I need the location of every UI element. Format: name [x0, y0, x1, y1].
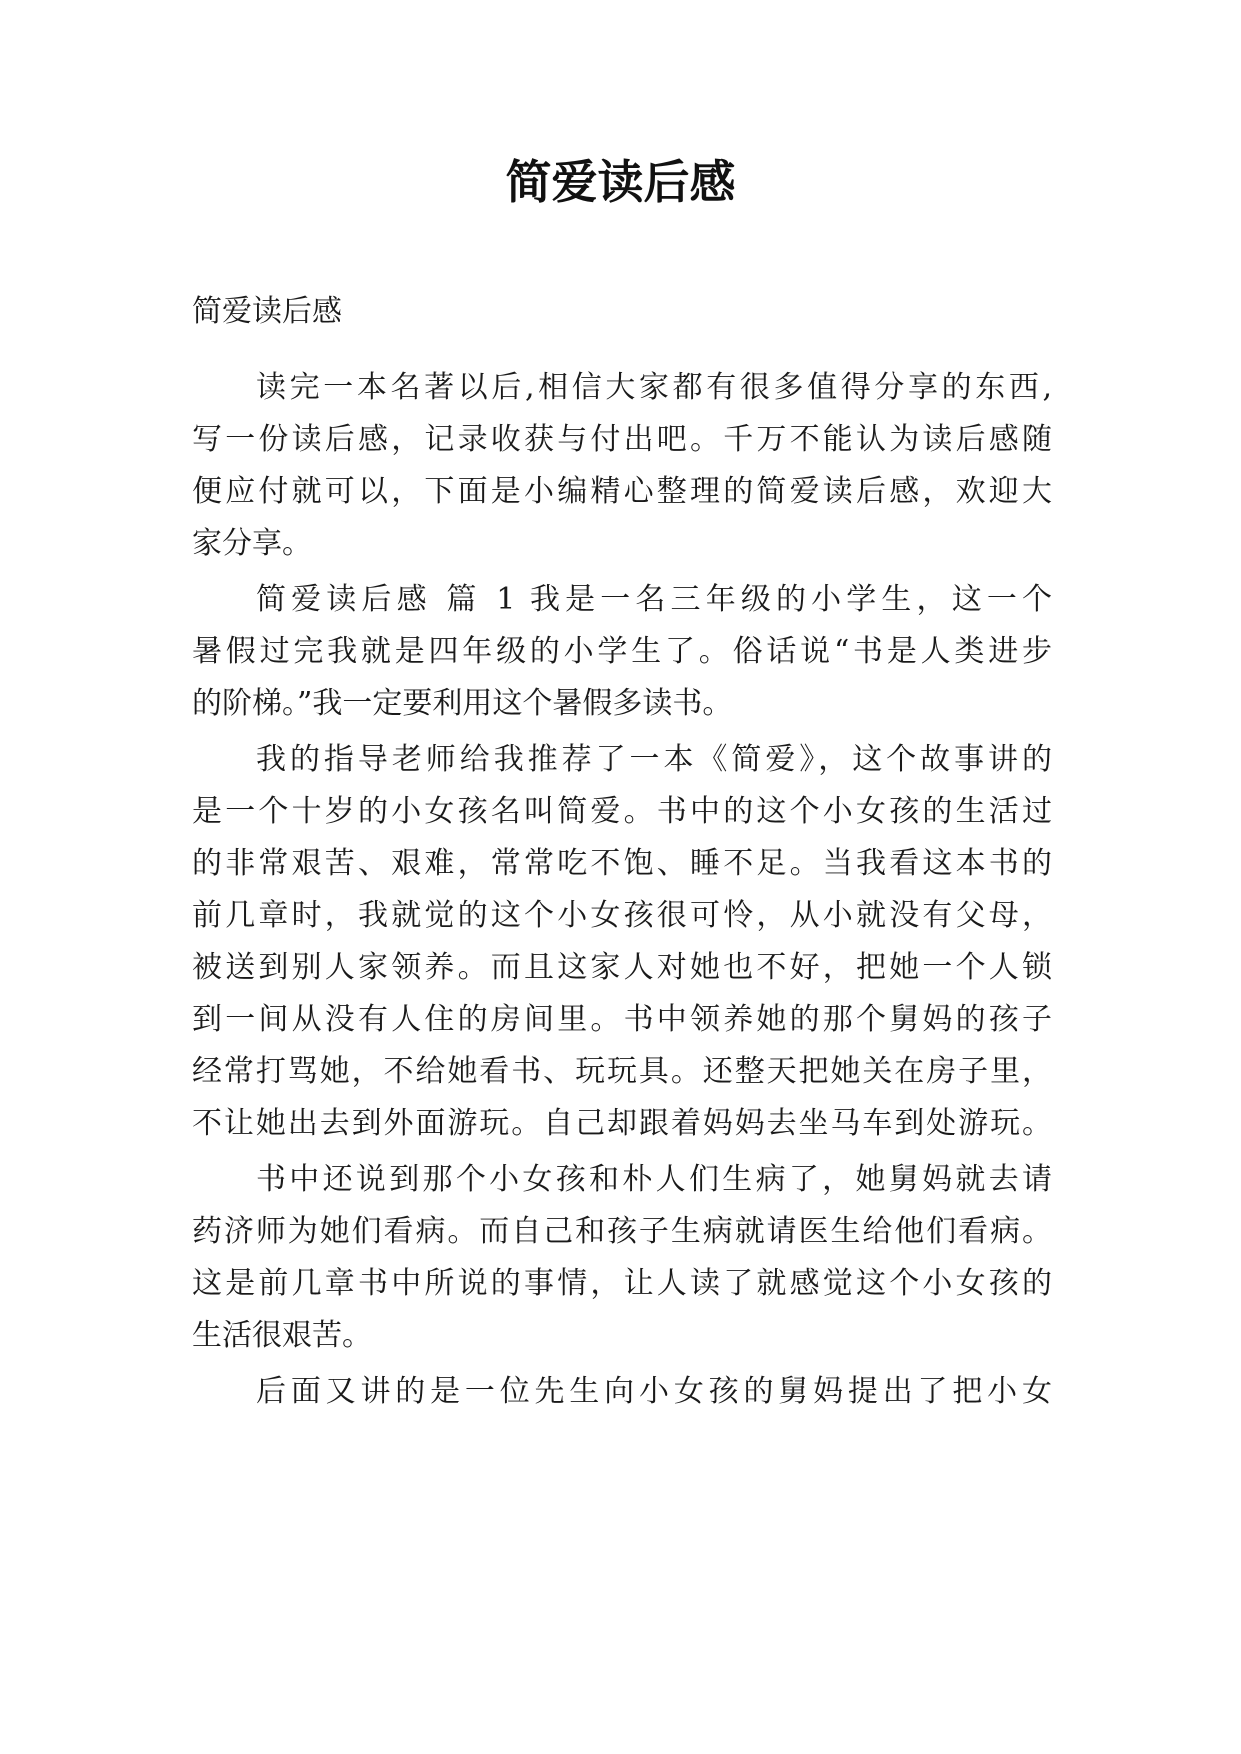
body-line-18: 这是前几章书中所说的事情，让人读了就感觉这个小女孩的	[192, 1266, 1052, 1301]
body-line-15: 不让她出去到外面游玩。自己却跟着妈妈去坐马车到处游玩。	[192, 1106, 1052, 1141]
body-line-6: 暑假过完我就是四年级的小学生了。俗话说“书是人类进步	[192, 634, 1052, 669]
body-line-4: 家分享。	[192, 526, 312, 561]
body-line-14: 经常打骂她，不给她看书、玩玩具。还整天把她关在房子里，	[192, 1054, 1052, 1089]
document-title: 简爱读后感	[505, 155, 736, 209]
body-line-2: 写一份读后感，记录收获与付出吧。千万不能认为读后感随	[192, 422, 1052, 457]
body-line-7: 的阶梯。”我一定要利用这个暑假多读书。	[192, 686, 733, 721]
body-line-3: 便应付就可以，下面是小编精心整理的简爱读后感，欢迎大	[192, 474, 1052, 509]
body-line-16: 书中还说到那个小女孩和朴人们生病了，她舅妈就去请	[256, 1162, 1052, 1197]
body-line-9: 是一个十岁的小女孩名叫简爱。书中的这个小女孩的生活过	[192, 794, 1052, 829]
body-line-13: 到一间从没有人住的房间里。书中领养她的那个舅妈的孩子	[192, 1002, 1052, 1037]
body-line-8: 我的指导老师给我推荐了一本《简爱》，这个故事讲的	[256, 742, 1052, 777]
body-line-1: 读完一本名著以后,相信大家都有很多值得分享的东西,	[256, 370, 1052, 405]
body-line-17: 药济师为她们看病。而自己和孩子生病就请医生给他们看病。	[192, 1214, 1052, 1249]
body-line-10: 的非常艰苦、艰难，常常吃不饱、睡不足。当我看这本书的	[192, 846, 1052, 881]
body-line-5: 简爱读后感 篇 1 我是一名三年级的小学生，这一个	[256, 582, 1052, 617]
document-subtitle: 简爱读后感	[192, 294, 342, 329]
body-line-19: 生活很艰苦。	[192, 1318, 372, 1353]
body-line-11: 前几章时，我就觉的这个小女孩很可怜，从小就没有父母，	[192, 898, 1052, 933]
body-line-20: 后面又讲的是一位先生向小女孩的舅妈提出了把小女	[256, 1374, 1052, 1409]
body-line-12: 被送到别人家领养。而且这家人对她也不好，把她一个人锁	[192, 950, 1052, 985]
